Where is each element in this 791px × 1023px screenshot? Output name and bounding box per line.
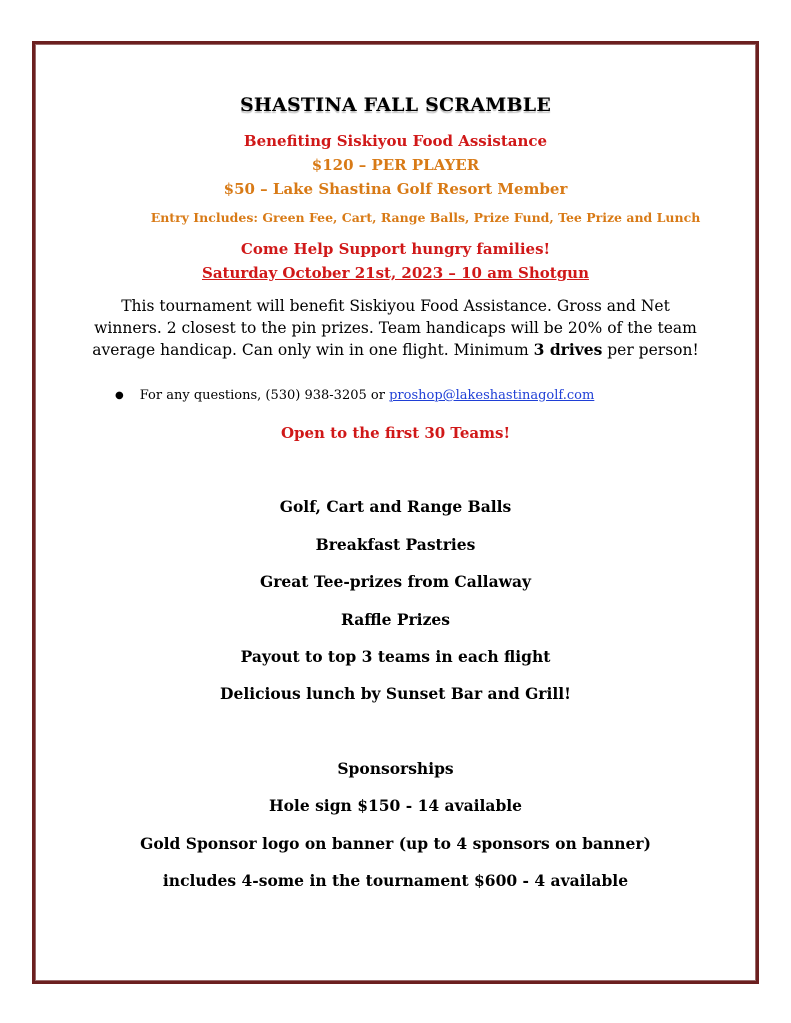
questions-text: For any questions, (530) 938-3205 or bbox=[139, 388, 385, 403]
list-item: Raffle Prizes bbox=[341, 610, 450, 629]
help-line: Come Help Support hungry families! bbox=[240, 240, 551, 258]
open-teams: Open to the first 30 Teams! bbox=[280, 424, 511, 442]
flyer-content bbox=[35, 44, 756, 978]
event-title: SHASTINA FALL SCRAMBLE bbox=[239, 94, 552, 116]
email-link[interactable]: proshop@lakeshastinagolf.com bbox=[389, 388, 595, 403]
description-paragraph bbox=[90, 295, 701, 361]
questions-bullet bbox=[115, 388, 594, 403]
list-item: Breakfast Pastries bbox=[315, 535, 476, 554]
hole-sign-sponsor: Hole sign $150 - 14 available bbox=[268, 796, 523, 815]
price-member: $50 – Lake Shastina Golf Resort Member bbox=[223, 180, 568, 198]
description-text: This tournament will benefit Siskiyou Food Assistance. Gross and Net winners. 2 closest to the pin prizes. Team handicaps will be 20% of the team average handicap. Can only win in one flight. Minimum bbox=[92, 297, 697, 359]
list-item: Payout to top 3 teams in each flight bbox=[240, 647, 551, 666]
description-bold: 3 drives bbox=[533, 340, 603, 359]
price-player: $120 – PER PLAYER bbox=[311, 156, 480, 174]
list-item: Great Tee-prizes from Callaway bbox=[259, 572, 531, 591]
bullet-icon: ● bbox=[115, 390, 124, 401]
sponsorships-heading: Sponsorships bbox=[337, 759, 454, 778]
description-end: per person! bbox=[602, 341, 699, 359]
gold-sponsor: Gold Sponsor logo on banner (up to 4 sponsors on banner) bbox=[140, 834, 651, 853]
event-date: Saturday October 21st, 2023 – 10 am Shotgun bbox=[202, 264, 589, 282]
entry-includes: Entry Includes: Green Fee, Cart, Range Balls, Prize Fund, Tee Prize and Lunch bbox=[150, 210, 701, 225]
list-item: Delicious lunch by Sunset Bar and Grill! bbox=[220, 684, 571, 703]
gold-sponsor-includes: includes 4-some in the tournament $600 - 4 available bbox=[162, 871, 629, 890]
list-item: Golf, Cart and Range Balls bbox=[279, 497, 512, 516]
benefit-line: Benefiting Siskiyou Food Assistance bbox=[243, 132, 548, 150]
